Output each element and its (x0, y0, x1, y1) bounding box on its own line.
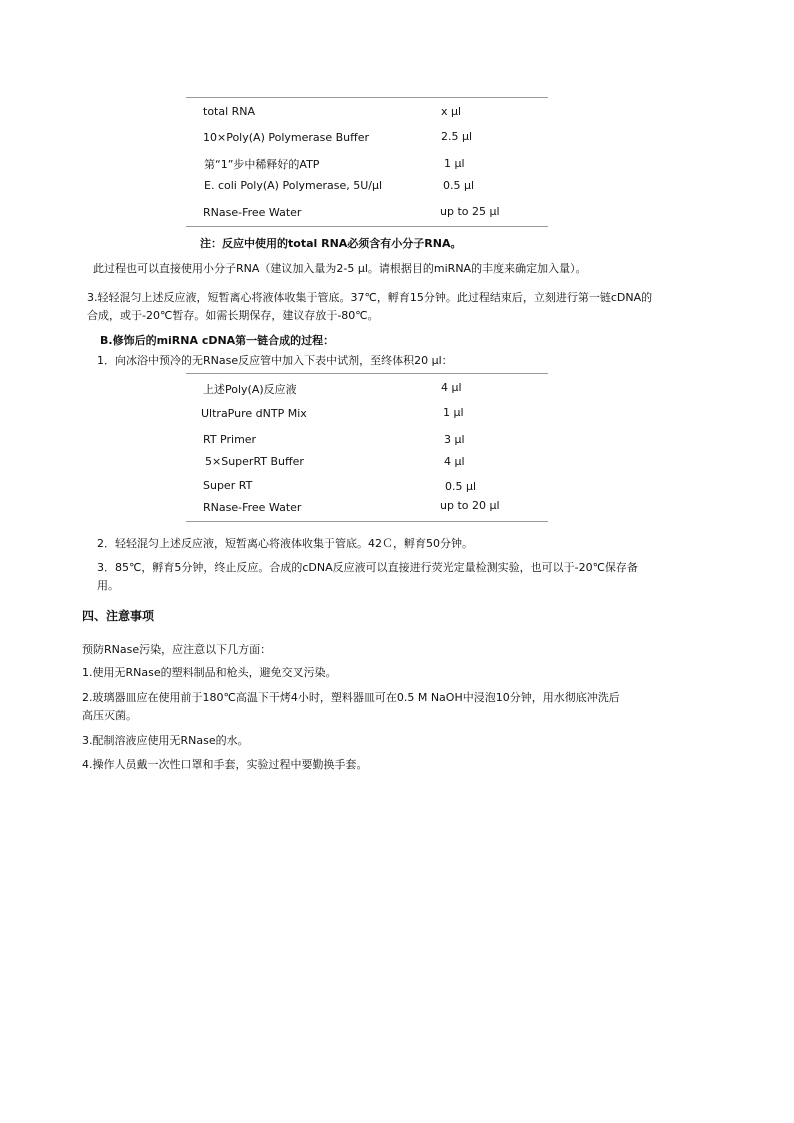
section4-intro: 预防RNase污染，应注意以下几方面： (82, 643, 272, 656)
section4-item3: 3.配制溶液应使用无RNase的水。 (82, 734, 249, 747)
section4-item1: 1.使用无RNase的塑料制品和枪头，避免交叉污染。 (82, 666, 337, 679)
table1-row1-reagent: total RNA (203, 105, 256, 118)
section4-item2-line2: 高压灭菌。 (82, 709, 137, 722)
table2-row2-reagent: UltraPure dNTP Mix (201, 407, 307, 420)
table2-row3-reagent: RT Primer (203, 433, 257, 446)
section-b-title: B.修饰后的miRNA cDNA第一链合成的过程： (100, 334, 335, 347)
table2-row5-reagent: Super RT (203, 479, 253, 492)
step3-line1: 3.轻轻混匀上述反应液，短暂离心将液体收集于管底。37℃，孵育15分钟。此过程结束后，立刻进行第一链cDNA的 (87, 291, 653, 304)
table2-row5-amount: 0.5 μl (445, 480, 477, 493)
section-b-step1: 1．向冰浴中预冷的无RNase反应管中加入下表中试剂，至终体积20 μl： (97, 354, 453, 367)
table1-row3-reagent: 第“1”步中稀释好的ATP (204, 158, 320, 171)
table1-top-rule (186, 97, 548, 98)
table2-row1-reagent: 上述Poly(A)反应液 (203, 383, 297, 396)
table2-top-rule (186, 373, 548, 374)
table2-row4-reagent: 5×SuperRT Buffer (205, 455, 304, 468)
table1-row4-amount: 0.5 μl (443, 179, 475, 192)
table2-row6-reagent: RNase-Free Water (203, 501, 302, 514)
para-small-rna: 此过程也可以直接使用小分子RNA（建议加入量为2-5 μl。请根据目的miRNA的丰度来确定加入量）。 (93, 262, 587, 275)
table1-bottom-rule (186, 226, 548, 227)
table2-row4-amount: 4 μl (444, 455, 465, 468)
table1-row1-amount: x μl (441, 105, 462, 118)
section4-item2-line1: 2.玻璃器皿应在使用前于180℃高温下干烤4小时，塑料器皿可在0.5 M NaOH中浸泡10分钟，用水彻底冲洗后 (82, 691, 620, 704)
table1-row5-amount: up to 25 μl (440, 205, 500, 218)
table1-row2-amount: 2.5 μl (441, 130, 473, 143)
table1-row3-amount: 1 μl (444, 157, 465, 170)
table2-row2-amount: 1 μl (443, 406, 464, 419)
table2-bottom-rule (186, 521, 548, 522)
section-b-step3-line1: 3．85℃，孵育5分钟，终止反应。合成的cDNA反应液可以直接进行荧光定量检测实验，也可以于-20℃保存备 (97, 561, 638, 574)
table1-row5-reagent: RNase-Free Water (203, 206, 302, 219)
table2-row6-amount: up to 20 μl (440, 499, 500, 512)
section-b-step2: 2．轻轻混匀上述反应液，短暂离心将液体收集于管底。42Ｃ，孵育50分钟。 (97, 537, 473, 550)
step3-line2: 合成，或于-20℃暂存。如需长期保存，建议存放于-80℃。 (87, 309, 379, 322)
table1-note: 注：反应中使用的total RNA必须含有小分子RNA。 (200, 237, 462, 250)
table2-row1-amount: 4 μl (441, 381, 462, 394)
section4-heading: 四、注意事项 (82, 609, 155, 623)
section-b-step3-line2: 用。 (97, 579, 119, 592)
table2-row3-amount: 3 μl (444, 433, 465, 446)
section4-item4: 4.操作人员戴一次性口罩和手套，实验过程中要勤换手套。 (82, 758, 368, 771)
table1-row2-reagent: 10×Poly(A) Polymerase Buffer (203, 131, 370, 144)
table1-row4-reagent: E. coli Poly(A) Polymerase, 5U/μl (204, 179, 383, 192)
